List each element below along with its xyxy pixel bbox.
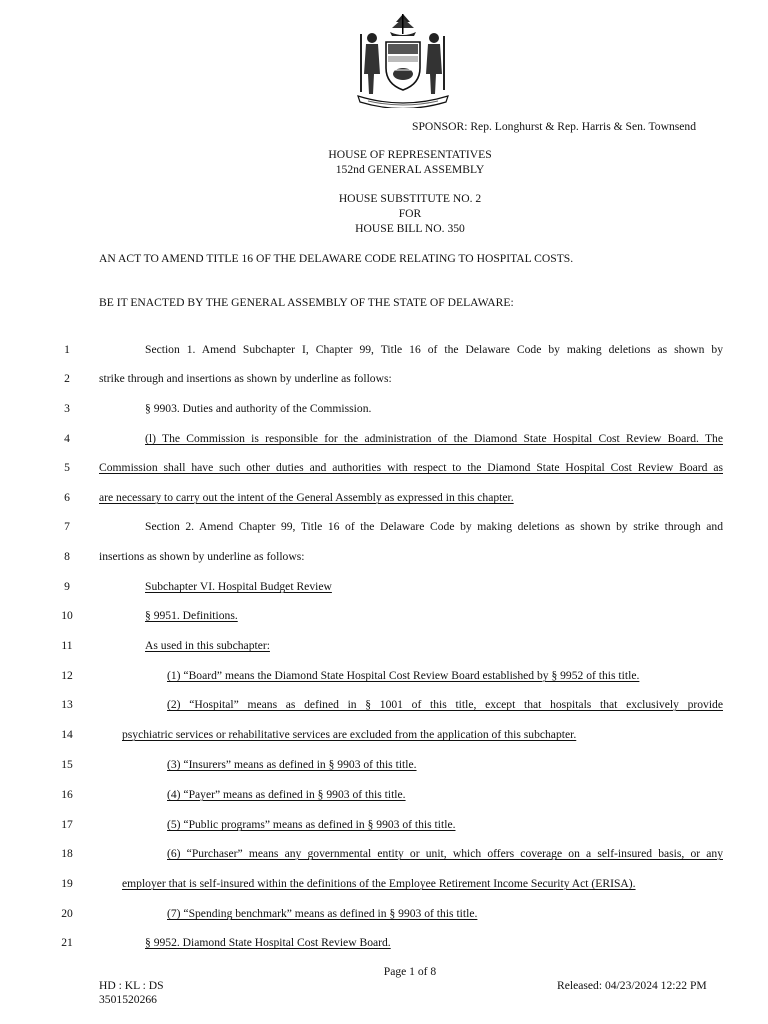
line-number: 4 <box>64 432 70 445</box>
line-number: 14 <box>61 728 73 741</box>
line-number: 8 <box>64 550 70 563</box>
for-heading: FOR <box>398 207 422 220</box>
bill-line-inserted: (7) “Spending benchmark” means as defined in § 9903 of this title. <box>167 907 478 920</box>
line-number: 9 <box>64 580 70 593</box>
line-number: 17 <box>61 818 73 831</box>
line-number: 13 <box>61 698 73 711</box>
drafter-initials: HD : KL : DS <box>99 979 164 992</box>
substitute-heading: HOUSE SUBSTITUTE NO. 2 <box>338 192 482 205</box>
bill-line-inserted: § 9951. Definitions. <box>145 609 238 622</box>
release-date: Released: 04/23/2024 12:22 PM <box>557 979 707 992</box>
line-number: 10 <box>61 609 73 622</box>
line-number: 21 <box>61 936 73 949</box>
line-number: 6 <box>64 491 70 504</box>
line-number: 16 <box>61 788 73 801</box>
line-number: 11 <box>61 639 73 652</box>
page-number: Page 1 of 8 <box>383 965 437 978</box>
bill-line-inserted: Subchapter VI. Hospital Budget Review <box>145 580 332 593</box>
line-number: 3 <box>64 402 70 415</box>
delaware-state-seal-icon <box>354 12 452 108</box>
line-number: 20 <box>61 907 73 920</box>
bill-line-inserted: (1) “Board” means the Diamond State Hospital Cost Review Board established by § 9952 of this title. <box>167 669 640 682</box>
bill-number-heading: HOUSE BILL NO. 350 <box>355 222 465 235</box>
document-number: 3501520266 <box>99 993 157 1006</box>
bill-line-inserted: employer that is self-insured within the definitions of the Employee Retirement Income Security Act (ERISA). <box>122 877 636 890</box>
assembly-heading: 152nd GENERAL ASSEMBLY <box>335 163 485 176</box>
enacting-clause: BE IT ENACTED BY THE GENERAL ASSEMBLY OF THE STATE OF DELAWARE: <box>99 296 514 309</box>
bill-line-inserted: (2) “Hospital” means as defined in § 1001 of this title, except that hospitals that exclusively provide <box>167 698 723 711</box>
bill-line-inserted: (5) “Public programs” means as defined in § 9903 of this title. <box>167 818 456 831</box>
line-number: 5 <box>64 461 70 474</box>
bill-line-inserted: (3) “Insurers” means as defined in § 9903 of this title. <box>167 758 417 771</box>
line-number: 1 <box>64 343 70 356</box>
line-number: 2 <box>64 372 70 385</box>
line-number: 19 <box>61 877 73 890</box>
bill-line-inserted: (6) “Purchaser” means any governmental entity or unit, which offers coverage on a self-insured basis, or any <box>167 847 723 860</box>
bill-line-inserted: § 9952. Diamond State Hospital Cost Review Board. <box>145 936 391 949</box>
bill-line: insertions as shown by underline as follows: <box>99 550 305 563</box>
bill-line-inserted: (l) The Commission is responsible for the administration of the Diamond State Hospital Cost Review Board. The <box>145 432 723 445</box>
bill-line: § 9903. Duties and authority of the Commission. <box>145 402 372 415</box>
act-title: AN ACT TO AMEND TITLE 16 OF THE DELAWARE CODE RELATING TO HOSPITAL COSTS. <box>99 252 574 265</box>
bill-line-inserted: As used in this subchapter: <box>145 639 270 652</box>
bill-line-inserted: psychiatric services or rehabilitative services are excluded from the application of this subchapter. <box>122 728 577 741</box>
bill-line-inserted: (4) “Payer” means as defined in § 9903 of this title. <box>167 788 406 801</box>
line-number: 18 <box>61 847 73 860</box>
bill-line: Section 2. Amend Chapter 99, Title 16 of the Delaware Code by making deletions as shown by strike through and <box>145 520 723 533</box>
line-number: 15 <box>61 758 73 771</box>
bill-line-inserted: are necessary to carry out the intent of the General Assembly as expressed in this chapter. <box>99 491 514 504</box>
chamber-heading: HOUSE OF REPRESENTATIVES <box>328 148 492 161</box>
line-number: 7 <box>64 520 70 533</box>
line-number: 12 <box>61 669 73 682</box>
bill-line-inserted: Commission shall have such other duties and authorities with respect to the Diamond State Hospital Cost Review Board as <box>99 461 723 474</box>
bill-line: strike through and insertions as shown by underline as follows: <box>99 372 392 385</box>
bill-line: Section 1. Amend Subchapter I, Chapter 99, Title 16 of the Delaware Code by making deletions as shown by <box>145 343 723 356</box>
sponsor-line: SPONSOR: Rep. Longhurst & Rep. Harris & Sen. Townsend <box>412 120 696 133</box>
